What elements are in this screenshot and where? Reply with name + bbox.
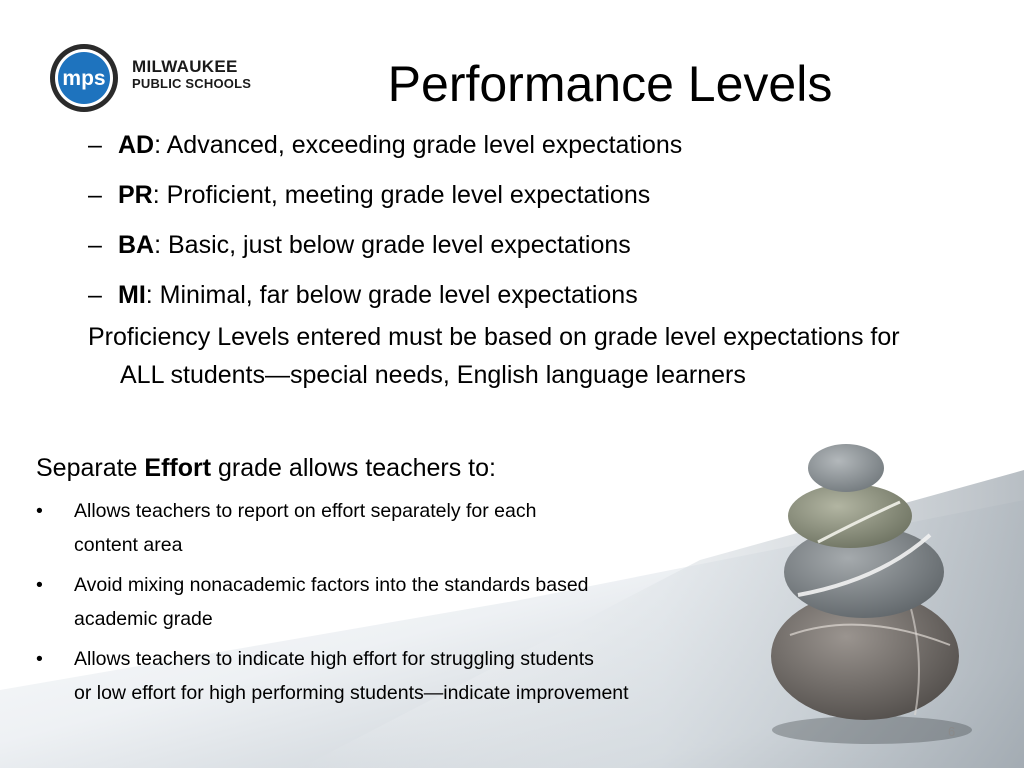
bullet-icon: • <box>36 500 43 522</box>
dash-marker: – <box>88 281 102 309</box>
logo-line-1: MILWAUKEE <box>132 57 238 76</box>
dash-marker: – <box>88 231 102 259</box>
effort-heading-pre: Separate <box>36 454 145 482</box>
dash-marker: – <box>88 181 102 209</box>
list-item <box>36 494 629 562</box>
level-item-ba <box>88 220 682 270</box>
bullet-line-2: content area <box>74 534 183 556</box>
effort-heading-bold: Effort <box>144 454 212 482</box>
list-item <box>36 642 629 710</box>
level-code: PR <box>118 181 153 209</box>
stone-shadow <box>772 716 972 744</box>
logo-line-2: PUBLIC SCHOOLS <box>132 76 252 91</box>
bullet-line-1: Allows teachers to indicate high effort for struggling students <box>74 648 594 670</box>
mps-logo-icon <box>48 42 120 114</box>
effort-bullet-list <box>36 494 629 716</box>
bullet-icon: • <box>36 648 43 670</box>
stone-top <box>808 444 884 492</box>
logo-mark-text: mps <box>62 67 106 90</box>
level-description: : Minimal, far below grade level expectations <box>145 281 638 309</box>
level-item-pr <box>88 170 682 220</box>
performance-levels-list <box>88 120 682 320</box>
level-code: BA <box>118 231 155 259</box>
bullet-line-2: academic grade <box>74 608 213 630</box>
dash-marker: – <box>88 131 102 159</box>
proficiency-note: Proficiency Levels entered must be based on grade level expectations for ALL students—special needs, English language learners <box>88 323 900 389</box>
milwaukee-public-schools-logo <box>48 42 263 114</box>
effort-heading-post: grade allows teachers to: <box>211 454 496 482</box>
logo-wordmark <box>132 58 251 92</box>
stone-second <box>788 484 912 548</box>
bullet-line-1: Allows teachers to report on effort separately for each <box>74 500 537 522</box>
page-number: 6 <box>948 724 956 739</box>
bullet-line-2: or low effort for high performing students—indicate improvement <box>74 682 629 704</box>
level-description: : Proficient, meeting grade level expectations <box>152 181 651 209</box>
level-code: MI <box>118 281 146 309</box>
level-description: : Advanced, exceeding grade level expectations <box>154 131 683 159</box>
effort-heading <box>36 449 496 487</box>
level-code: AD <box>118 131 155 159</box>
level-item-ad <box>88 120 682 170</box>
list-item <box>36 568 629 636</box>
bullet-icon: • <box>36 574 43 596</box>
slide-title: Performance Levels <box>387 56 833 112</box>
bullet-line-1: Avoid mixing nonacademic factors into the standards based <box>74 574 589 596</box>
level-description: : Basic, just below grade level expectations <box>154 231 631 259</box>
level-item-mi <box>88 270 682 320</box>
stacked-stones-image <box>760 430 980 750</box>
